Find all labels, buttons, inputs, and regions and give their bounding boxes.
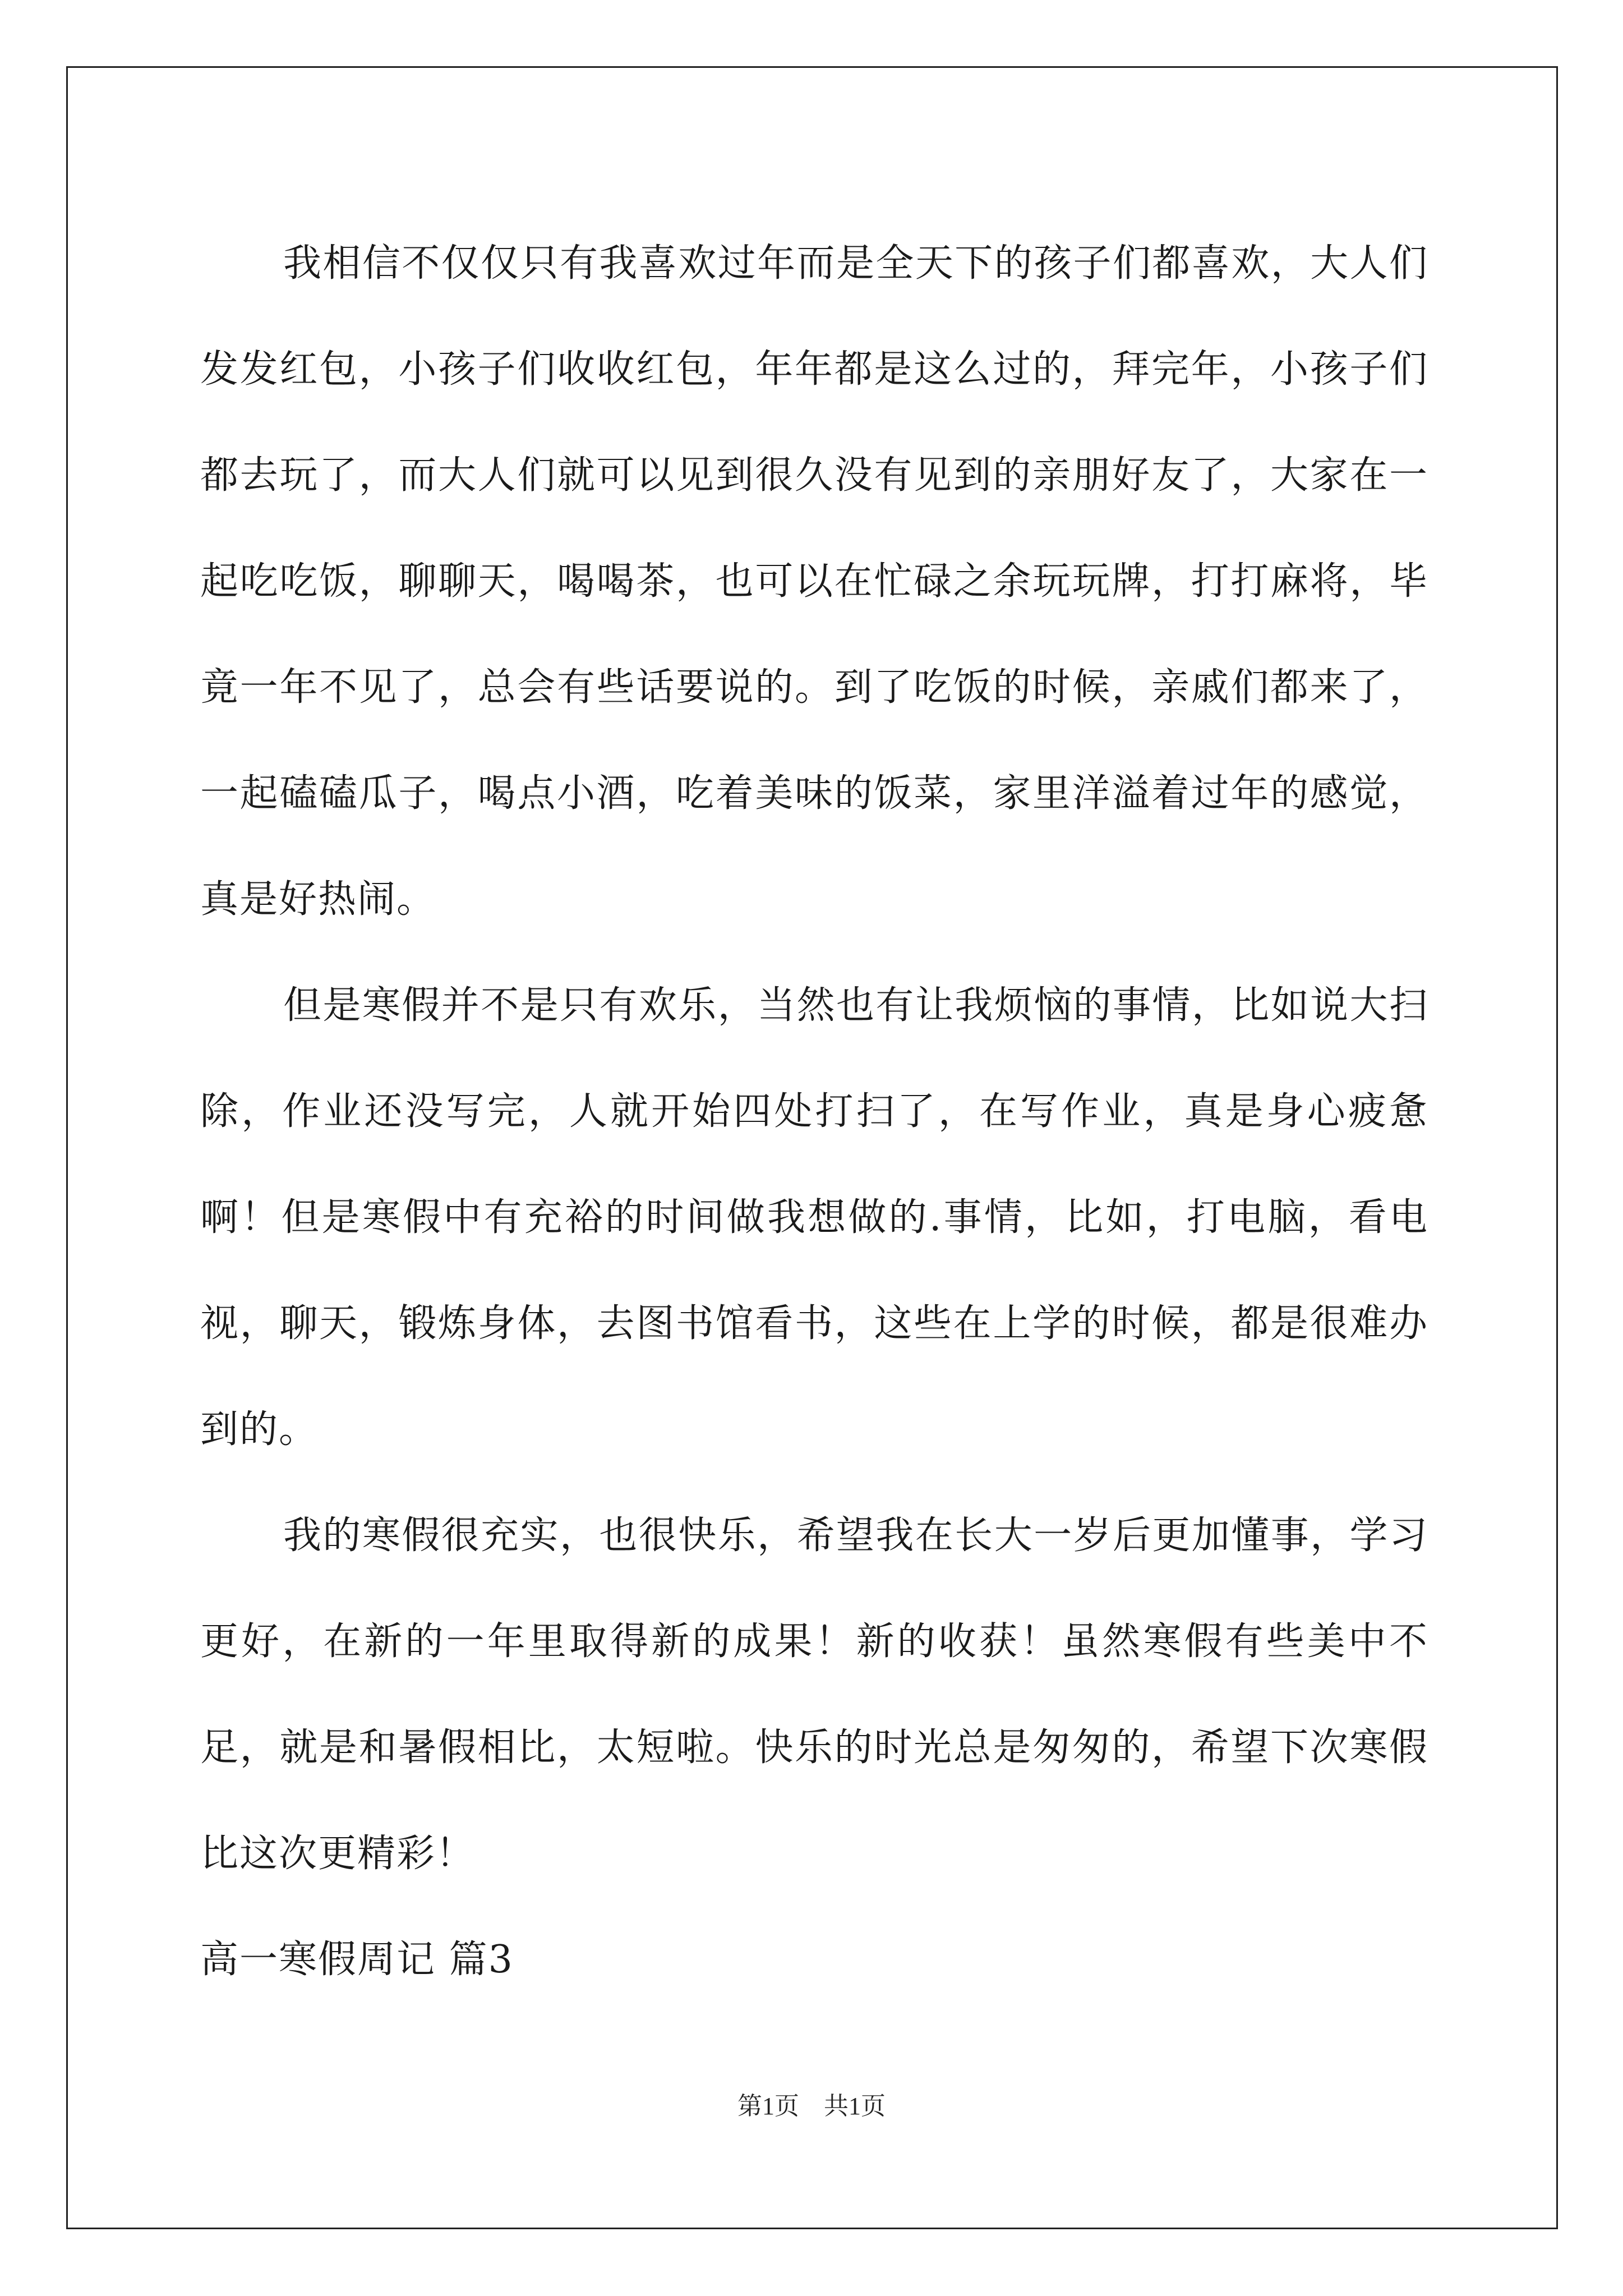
page-number-footer: 第1页 共1页 [737, 2092, 886, 2120]
paragraph-conclusion: 我的寒假很充实，也很快乐，希望我在长大一岁后更加懂事，学习更好，在新的一年里取得新的成果！新的收获！虽然寒假有些美中不足，就是和暑假相比，太短啦。快乐的时光总是匆匆的，希望下次寒假比这次更精彩！ [200, 1513, 1428, 1876]
document-body [200, 210, 1428, 2013]
section-heading: 高一寒假周记 篇3 [200, 1938, 514, 1982]
paragraph-winter-chores: 但是寒假并不是只有欢乐，当然也有让我烦恼的事情，比如说大扫除，作业还没写完，人就开始四处打扫了，在写作业，真是身心疲惫啊！但是寒假中有充裕的时间做我想做的.事情，比如，打电脑，看电视，聊天，锻炼身体，去图书馆看书，这些在上学的时候，都是很难办到的。 [200, 983, 1428, 1452]
paragraph-new-year: 我相信不仅仅只有我喜欢过年而是全天下的孩子们都喜欢，大人们发发红包，小孩子们收收红包，年年都是这么过的，拜完年，小孩子们都去玩了，而大人们就可以见到很久没有见到的亲朋好友了，大家在一起吃吃饭，聊聊天，喝喝茶，也可以在忙碌之余玩玩牌，打打麻将，毕竟一年不见了，总会有些话要说的。到了吃饭的时候，亲戚们都来了，一起磕磕瓜子，喝点小酒，吃着美味的饭菜，家里洋溢着过年的感觉，真是好热闹。 [200, 241, 1428, 922]
